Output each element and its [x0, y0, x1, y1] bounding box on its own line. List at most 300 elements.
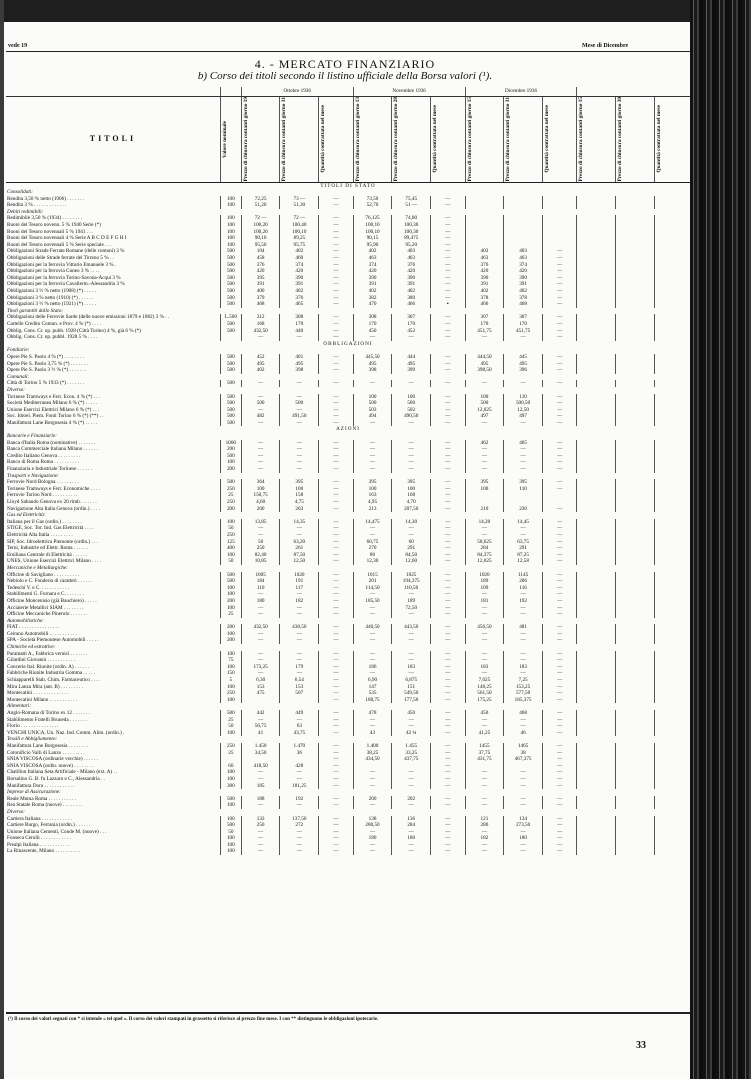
- table-cell: [577, 400, 616, 407]
- table-cell: —: [504, 796, 543, 803]
- table-cell: 100: [392, 394, 431, 401]
- table-cell: —: [542, 670, 577, 677]
- table-cell: [577, 763, 616, 770]
- table-cell: 100: [220, 222, 241, 229]
- table-cell: [616, 215, 655, 222]
- table-cell: 87,50: [280, 552, 319, 559]
- security-name: Tedeschi V. e C. . . . . . . . . . . .: [7, 584, 70, 591]
- table-cell: —: [241, 802, 280, 809]
- table-row: [6, 453, 690, 460]
- table-cell: 25: [220, 750, 241, 757]
- table-cell: —: [280, 466, 319, 473]
- table-cell: —: [431, 829, 466, 836]
- table-cell: 95,75: [280, 242, 319, 249]
- table-cell: —: [504, 670, 543, 677]
- security-name: Obbligazioni Strade Ferrate Romane (delle comuni) 3 %: [7, 248, 125, 255]
- security-name: Navigazione Alta Italia Genova (ordin.) . . . .: [7, 505, 100, 512]
- table-cell: —: [319, 275, 354, 282]
- table-cell: —: [319, 717, 354, 724]
- table-cell: [577, 657, 616, 664]
- group-heading: Comunali:: [7, 373, 30, 380]
- table-cell: —: [431, 591, 466, 598]
- table-cell: —: [392, 440, 431, 447]
- table-cell: [654, 591, 690, 598]
- table-cell: [577, 578, 616, 585]
- table-cell: —: [504, 842, 543, 849]
- table-cell: —: [465, 802, 504, 809]
- table-cell: 90,10: [241, 235, 280, 242]
- table-cell: 475: [241, 690, 280, 697]
- table-cell: 5: [220, 677, 241, 684]
- table-cell: [465, 202, 504, 209]
- table-cell: —: [319, 459, 354, 466]
- table-cell: 395: [353, 479, 392, 486]
- table-cell: 43: [353, 730, 392, 737]
- table-cell: —: [431, 453, 466, 460]
- table-cell: 452: [392, 328, 431, 335]
- table-cell: —: [542, 539, 577, 546]
- table-cell: 402: [280, 248, 319, 255]
- table-cell: 100: [220, 585, 241, 592]
- table-cell: 390: [465, 275, 504, 282]
- table-cell: 63,75: [504, 539, 543, 546]
- table-cell: 495: [353, 361, 392, 368]
- table-cell: [577, 525, 616, 532]
- table-cell: —: [319, 248, 354, 255]
- group-heading: Tessili e Abbigliamento:: [7, 736, 58, 743]
- table-cell: —: [280, 446, 319, 453]
- table-cell: [654, 229, 690, 236]
- table-cell: 1015: [353, 572, 392, 579]
- table-cell: —: [542, 730, 577, 737]
- table-cell: —: [241, 769, 280, 776]
- table-cell: —: [431, 281, 466, 288]
- table-cell: 52,70: [353, 202, 392, 209]
- table-cell: 25: [220, 492, 241, 499]
- table-cell: 502: [392, 407, 431, 414]
- table-cell: —: [542, 624, 577, 631]
- table-cell: 207,50: [392, 506, 431, 513]
- table-cell: —: [319, 835, 354, 842]
- section-heading-row: [6, 341, 690, 348]
- table-cell: —: [431, 743, 466, 750]
- table-cell: 284: [465, 545, 504, 552]
- table-cell: —: [319, 743, 354, 750]
- table-cell: —: [280, 440, 319, 447]
- table-cell: —: [431, 492, 466, 499]
- table-cell: [577, 328, 616, 335]
- table-cell: 495: [241, 361, 280, 368]
- table-cell: [542, 499, 577, 506]
- table-cell: [616, 242, 655, 249]
- table-cell: 104: [241, 248, 280, 255]
- table-cell: [616, 637, 655, 644]
- section-heading: OBBLIGAZIONI: [323, 340, 373, 347]
- table-cell: —: [504, 776, 543, 783]
- table-cell: [616, 196, 655, 203]
- table-cell: 376: [280, 295, 319, 302]
- table-cell: —: [353, 446, 392, 453]
- table-row: [6, 796, 690, 803]
- table-cell: —: [431, 242, 466, 249]
- table-cell: [542, 229, 577, 236]
- group-heading: Consolidati:: [7, 189, 33, 196]
- table-cell: —: [431, 361, 466, 368]
- table-cell: 200: [220, 446, 241, 453]
- table-cell: —: [542, 301, 577, 308]
- table-cell: [616, 756, 655, 763]
- table-cell: [577, 552, 616, 559]
- table-cell: 500: [220, 281, 241, 288]
- table-cell: —: [465, 420, 504, 427]
- table-cell: [616, 723, 655, 730]
- group-heading: Automobilistiche:: [7, 617, 44, 624]
- table-cell: —: [392, 670, 431, 677]
- table-row: [6, 321, 690, 328]
- table-cell: —: [431, 710, 466, 717]
- table-cell: [616, 835, 655, 842]
- security-name: Mira Lanza Mira (ant. B) . . . . . . . . .: [7, 683, 83, 690]
- table-cell: —: [353, 776, 392, 783]
- table-cell: —: [504, 459, 543, 466]
- table-cell: 89,25: [280, 235, 319, 242]
- group-heading: Debiti redimibili:: [7, 208, 44, 215]
- security-name: Opere Pie S. Paolo 3,75 % (*) . . . . . . .: [7, 360, 88, 367]
- table-cell: 51,30: [280, 202, 319, 209]
- table-cell: [654, 275, 690, 282]
- table-cell: —: [319, 262, 354, 269]
- table-cell: —: [319, 822, 354, 829]
- table-cell: —: [392, 723, 431, 730]
- table-cell: [616, 453, 655, 460]
- table-cell: —: [465, 446, 504, 453]
- table-cell: —: [431, 380, 466, 387]
- table-cell: 10,85: [241, 558, 280, 565]
- table-cell: —: [504, 723, 543, 730]
- table-cell: —: [353, 525, 392, 532]
- table-cell: —: [353, 723, 392, 730]
- table-cell: 182: [465, 835, 504, 842]
- table-cell: [577, 492, 616, 499]
- table-cell: [577, 651, 616, 658]
- table-cell: [654, 783, 690, 790]
- table-cell: —: [319, 802, 354, 809]
- table-row: [6, 730, 690, 737]
- table-cell: [504, 222, 543, 229]
- security-name: Obbligazioni per la ferrovia Torino-Savona-Acqui 3 %: [7, 274, 121, 281]
- table-cell: 137,50: [280, 816, 319, 823]
- table-row: [6, 486, 690, 493]
- table-cell: —: [431, 631, 466, 638]
- table-cell: —: [319, 651, 354, 658]
- table-cell: 450: [353, 328, 392, 335]
- table-cell: —: [280, 611, 319, 618]
- table-cell: [616, 690, 655, 697]
- table-row: [6, 407, 690, 414]
- table-cell: 395: [465, 479, 504, 486]
- table-cell: [577, 222, 616, 229]
- table-cell: 420: [392, 268, 431, 275]
- table-cell: 179: [280, 664, 319, 671]
- table-cell: 470: [353, 301, 392, 308]
- table-cell: 60,75: [353, 539, 392, 546]
- table-cell: —: [542, 361, 577, 368]
- table-cell: 201: [353, 578, 392, 585]
- table-cell: [654, 492, 690, 499]
- table-cell: —: [431, 446, 466, 453]
- table-cell: 72 —: [241, 215, 280, 222]
- table-cell: [577, 717, 616, 724]
- table-cell: 500: [220, 407, 241, 414]
- table-cell: —: [319, 769, 354, 776]
- table-cell: [616, 717, 655, 724]
- table-cell: 100,20: [241, 222, 280, 229]
- table-cell: [654, 578, 690, 585]
- table-cell: 100: [220, 519, 241, 526]
- table-cell: —: [241, 591, 280, 598]
- security-name: Torinese Tramways e Ferr. Econ. 4 % (*) . . .: [7, 393, 101, 400]
- table-cell: [616, 400, 655, 407]
- table-cell: —: [319, 677, 354, 684]
- table-cell: 1455: [465, 743, 504, 750]
- table-cell: —: [542, 506, 577, 513]
- table-cell: —: [392, 637, 431, 644]
- table-cell: —: [504, 525, 543, 532]
- table-cell: —: [353, 769, 392, 776]
- footnote: (¹) Il corso dei valori segnati con * si intende « tel quel ». Il corso dei valori stampati in grassetto si riferisce al prezzo fine mese. I con ** distinguono le obbligazioni ipotecarie.: [8, 1017, 379, 1022]
- table-cell: [654, 558, 690, 565]
- table-cell: [542, 235, 577, 242]
- table-cell: 500: [220, 796, 241, 803]
- table-cell: [465, 215, 504, 222]
- table-cell: —: [319, 591, 354, 598]
- table-cell: [504, 229, 543, 236]
- table-cell: 75,45: [392, 196, 431, 203]
- table-cell: [577, 479, 616, 486]
- table-cell: —: [465, 466, 504, 473]
- table-cell: 25: [220, 717, 241, 724]
- table-cell: 1005: [241, 572, 280, 579]
- table-cell: 261: [280, 545, 319, 552]
- table-cell: 100: [220, 605, 241, 612]
- table-cell: [654, 519, 690, 526]
- table-cell: 100: [220, 229, 241, 236]
- table-cell: [654, 723, 690, 730]
- table-cell: 376: [241, 262, 280, 269]
- table-cell: 450: [392, 710, 431, 717]
- table-row: [6, 354, 690, 361]
- table-cell: 490,50: [392, 413, 431, 420]
- table-cell: 100: [220, 684, 241, 691]
- table-cell: [616, 328, 655, 335]
- table-cell: —: [319, 486, 354, 493]
- table-cell: —: [353, 420, 392, 427]
- table-cell: —: [431, 295, 466, 302]
- table-cell: [654, 710, 690, 717]
- table-cell: 500: [241, 400, 280, 407]
- table-cell: [616, 796, 655, 803]
- table-cell: [654, 479, 690, 486]
- table-cell: [577, 769, 616, 776]
- table-cell: 173,25: [241, 664, 280, 671]
- table-cell: 41,25: [465, 730, 504, 737]
- table-cell: 150,75: [241, 492, 280, 499]
- table-cell: 402: [280, 288, 319, 295]
- table-cell: —: [431, 552, 466, 559]
- group-heading-row: [6, 209, 690, 216]
- table-cell: 378: [465, 295, 504, 302]
- table-cell: [616, 440, 655, 447]
- table-cell: 444: [392, 354, 431, 361]
- table-cell: 308: [280, 314, 319, 321]
- table-cell: —: [319, 598, 354, 605]
- table-cell: —: [542, 248, 577, 255]
- table-cell: 38: [504, 750, 543, 757]
- table-cell: —: [465, 783, 504, 790]
- table-cell: [577, 591, 616, 598]
- table-cell: 420: [280, 268, 319, 275]
- security-name: STIGE, Soc. Tor. Ind. Gas Elettricità . . . .: [7, 525, 94, 532]
- table-cell: [616, 848, 655, 855]
- table-cell: [654, 196, 690, 203]
- table-cell: —: [241, 670, 280, 677]
- table-row: [6, 822, 690, 829]
- table-cell: [577, 354, 616, 361]
- table-cell: 12,025: [465, 407, 504, 414]
- table-cell: [654, 314, 690, 321]
- table-cell: —: [431, 697, 466, 704]
- table-cell: —: [431, 255, 466, 262]
- table-cell: —: [241, 466, 280, 473]
- table-cell: [542, 196, 577, 203]
- security-name: Finanziaria e Industriale Torinese . . . . . .: [7, 466, 92, 473]
- table-cell: 60: [392, 539, 431, 546]
- table-cell: [654, 288, 690, 295]
- table-cell: 188: [241, 796, 280, 803]
- table-cell: 432,50: [241, 624, 280, 631]
- table-cell: —: [280, 380, 319, 387]
- table-cell: 500: [220, 400, 241, 407]
- table-cell: [577, 684, 616, 691]
- security-name: UNES, Unione Esercizi Elettrici Milano . . . .: [7, 558, 102, 565]
- month-december: Dicembre 1936: [465, 87, 577, 97]
- table-subtitle: b) Corso dei titoli secondo il listino ufficiale della Borsa valori (¹).: [197, 70, 493, 82]
- table-cell: 376: [392, 262, 431, 269]
- table-row: [6, 591, 690, 598]
- security-name: Unione Esercizi Elettrici Milano 6 % (*) . . .: [7, 406, 100, 413]
- table-cell: —: [542, 466, 577, 473]
- table-cell: —: [431, 842, 466, 849]
- table-cell: 100: [465, 394, 504, 401]
- table-cell: —: [431, 578, 466, 585]
- table-cell: [616, 829, 655, 836]
- table-cell: 100,10: [353, 229, 392, 236]
- table-cell: —: [542, 413, 577, 420]
- table-cell: 390: [353, 275, 392, 282]
- table-cell: —: [319, 202, 354, 209]
- table-cell: [280, 697, 319, 704]
- table-cell: [616, 466, 655, 473]
- table-cell: —: [319, 842, 354, 849]
- col-prezzo-nov-13: Prezzo di chiusura contanti giorno 13: [354, 97, 361, 182]
- table-cell: [577, 486, 616, 493]
- table-cell: 100: [220, 242, 241, 249]
- table-cell: 151: [392, 684, 431, 691]
- table-cell: —: [319, 611, 354, 618]
- table-cell: [616, 288, 655, 295]
- table-cell: [616, 314, 655, 321]
- table-cell: [577, 697, 616, 704]
- table-cell: 100,20: [241, 229, 280, 236]
- table-cell: [577, 783, 616, 790]
- table-cell: [577, 776, 616, 783]
- table-cell: —: [431, 440, 466, 447]
- table-cell: 500: [220, 479, 241, 486]
- table-cell: 95,90: [353, 242, 392, 249]
- table-cell: —: [319, 796, 354, 803]
- table-cell: [654, 446, 690, 453]
- table-cell: [654, 624, 690, 631]
- table-cell: 110: [241, 585, 280, 592]
- table-cell: —: [542, 295, 577, 302]
- table-row: [6, 664, 690, 671]
- table-cell: —: [280, 717, 319, 724]
- table-cell: —: [431, 262, 466, 269]
- table-cell: 374: [280, 262, 319, 269]
- table-cell: 100: [353, 486, 392, 493]
- group-heading-row: [6, 618, 690, 625]
- table-cell: —: [353, 453, 392, 460]
- table-cell: —: [319, 328, 354, 335]
- table-row: [6, 572, 690, 579]
- table-cell: 163: [353, 492, 392, 499]
- table-cell: 110,50: [392, 585, 431, 592]
- table-cell: [654, 769, 690, 776]
- table-cell: —: [542, 664, 577, 671]
- security-name: Città di Torino 5 % 1933 (*) . . . . . . .: [7, 380, 85, 387]
- table-cell: 402: [392, 288, 431, 295]
- table-cell: —: [504, 611, 543, 618]
- table-cell: —: [353, 605, 392, 612]
- table-cell: —: [431, 334, 466, 341]
- table-cell: 168: [241, 321, 280, 328]
- table-cell: —: [542, 637, 577, 644]
- table-row: [6, 380, 690, 387]
- table-cell: —: [319, 380, 354, 387]
- table-cell: [654, 611, 690, 618]
- table-cell: [654, 248, 690, 255]
- table-cell: 380: [392, 295, 431, 302]
- security-name: Anglo-Romana di Torino ex 12 . . . . . . .: [7, 710, 91, 717]
- table-cell: 180,75: [353, 697, 392, 704]
- table-cell: —: [431, 235, 466, 242]
- table-cell: —: [504, 829, 543, 836]
- table-cell: [577, 288, 616, 295]
- book-spine: [690, 0, 751, 1079]
- table-cell: 34,50: [241, 750, 280, 757]
- table-cell: [654, 413, 690, 420]
- table-cell: [465, 196, 504, 203]
- table-cell: 495: [465, 361, 504, 368]
- table-cell: [654, 440, 690, 447]
- table-cell: 500: [220, 361, 241, 368]
- table-cell: [616, 651, 655, 658]
- table-cell: —: [431, 848, 466, 855]
- table-cell: —: [431, 783, 466, 790]
- table-cell: —: [431, 624, 466, 631]
- table-cell: —: [353, 380, 392, 387]
- table-cell: —: [431, 314, 466, 321]
